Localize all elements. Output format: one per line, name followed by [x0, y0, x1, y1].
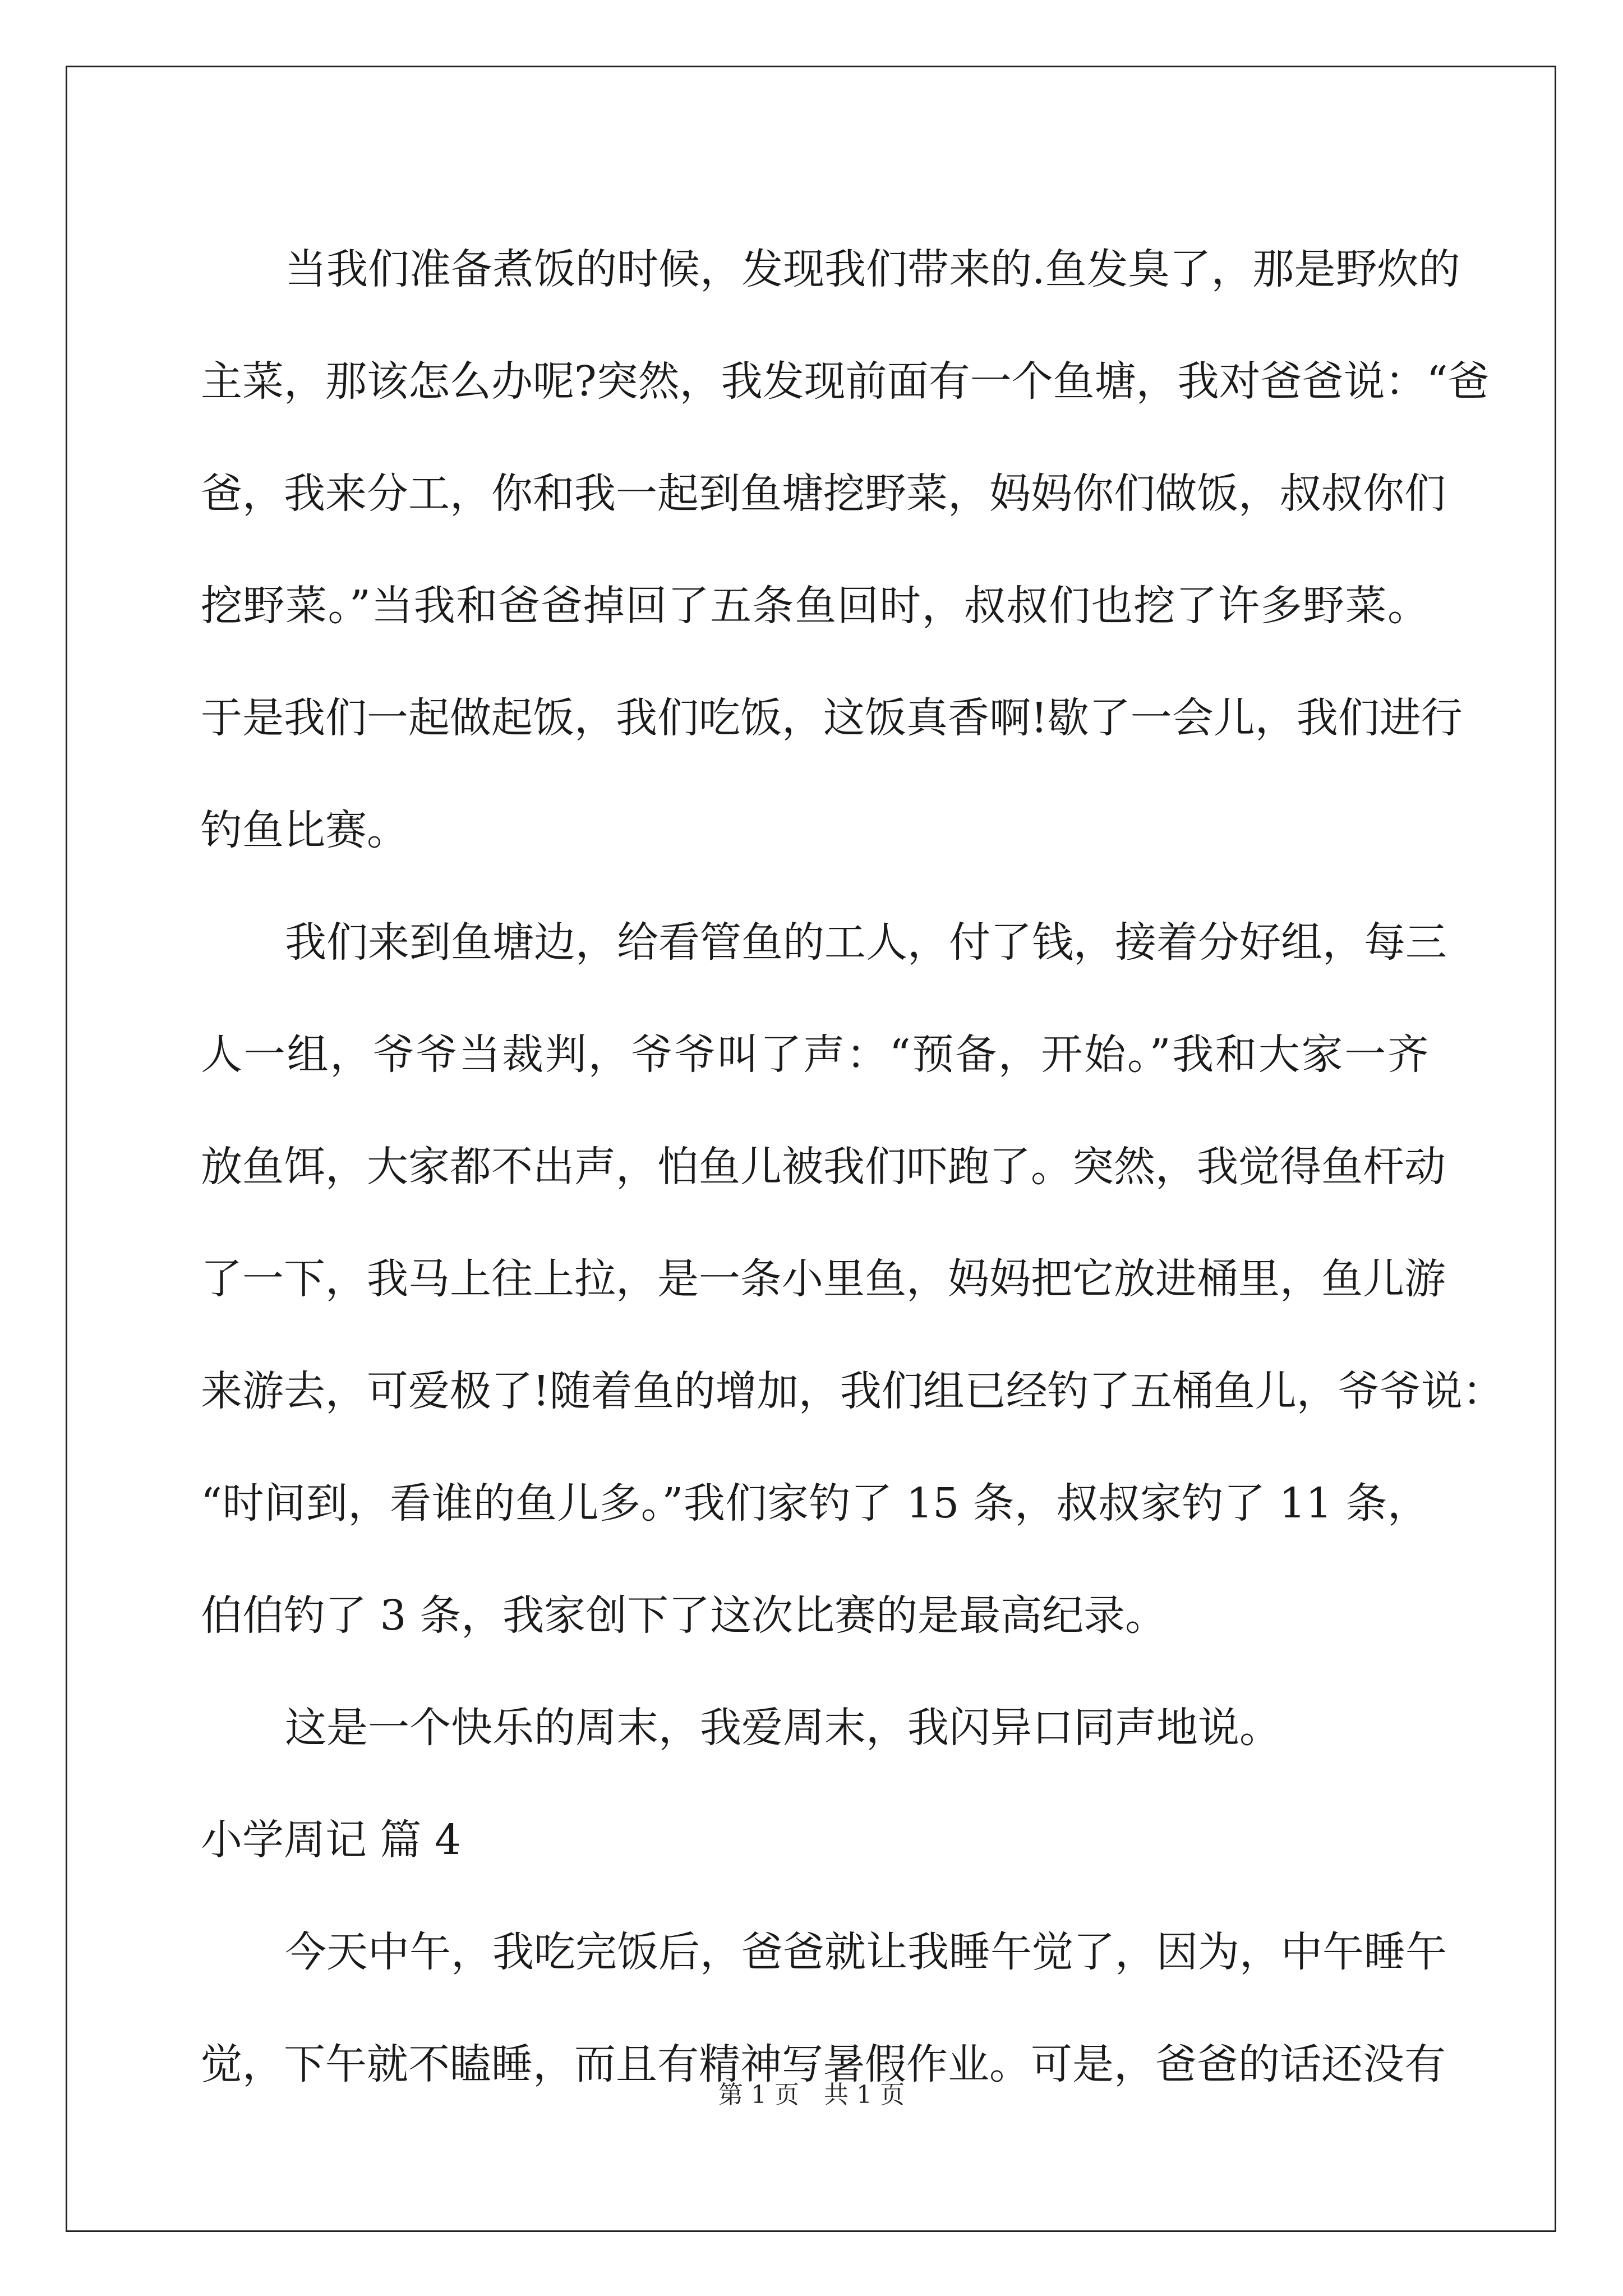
- paragraph-line: 觉，下午就不瞌睡，而且有精神写暑假作业。可是，爸爸的话还没有: [201, 2040, 1446, 2088]
- paragraph-line: 这是一个快乐的周末，我爱周末，我闪异口同声地说。: [285, 1704, 1281, 1752]
- paragraph-line: “时间到，看谁的鱼儿多。”我们家钓了 15 条，叔叔家钓了 11 条，: [201, 1479, 1429, 1527]
- paragraph-line: 放鱼饵，大家都不出声，怕鱼儿被我们吓跑了。突然，我觉得鱼杆动: [201, 1143, 1446, 1191]
- paragraph-line: 挖野菜。”当我和爸爸掉回了五条鱼回时，叔叔们也挖了许多野菜。: [201, 582, 1429, 630]
- section-heading: 小学周记 篇 4: [201, 1816, 462, 1864]
- paragraph-line: 主菜，那该怎么办呢?突然，我发现前面有一个鱼塘，我对爸爸说：“爸: [201, 357, 1490, 406]
- page-footer: 第 1 页 共 1 页: [718, 2081, 905, 2109]
- paragraph-line: 人一组，爷爷当裁判，爷爷叫了声：“预备，开始。”我和大家一齐: [201, 1030, 1429, 1079]
- document-body: [201, 213, 1504, 2120]
- paragraph-line: 今天中午，我吃完饭后，爸爸就让我睡午觉了，因为，中午睡午: [285, 1928, 1447, 1976]
- paragraph-line: 爸，我来分工，你和我一起到鱼塘挖野菜，妈妈你们做饭，叔叔你们: [201, 470, 1446, 518]
- paragraph-line: 钓鱼比赛。: [201, 806, 408, 854]
- paragraph-line: 来游去，可爱极了!随着鱼的增加，我们组已经钓了五桶鱼儿，爷爷说：: [201, 1367, 1504, 1415]
- paragraph-line: 了一下，我马上往上拉，是一条小里鱼，妈妈把它放进桶里，鱼儿游: [201, 1255, 1446, 1303]
- paragraph-line: 伯伯钓了 3 条，我家创下了这次比赛的是最高纪录。: [201, 1591, 1167, 1640]
- paragraph-line: 我们来到鱼塘边，给看管鱼的工人，付了钱，接着分好组，每三: [285, 918, 1447, 967]
- paragraph-line: 当我们准备煮饭的时候，发现我们带来的.鱼发臭了，那是野炊的: [285, 245, 1460, 293]
- paragraph-line: 于是我们一起做起饭，我们吃饭，这饭真香啊!歇了一会儿，我们进行: [201, 694, 1463, 742]
